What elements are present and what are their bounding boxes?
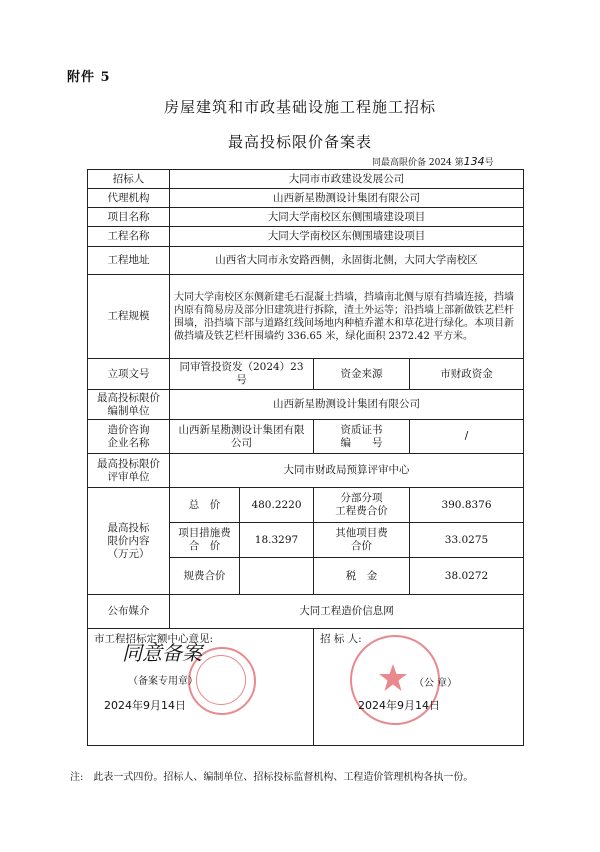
- address-value: 山西省大同市永安路西侧，永固街北侧，大同大学南校区: [170, 247, 524, 275]
- reviewer-label: [88, 454, 170, 488]
- cert-label-line2: 编 号: [340, 436, 383, 449]
- other-cost-value: 33.0275: [410, 523, 524, 558]
- consult-label-line1: 造价咨询: [107, 423, 150, 436]
- measure-cost-label-line1: 项目措施费: [178, 527, 231, 539]
- row-address: [88, 247, 524, 275]
- price-label-line3: （万元）: [107, 547, 150, 560]
- project-name-label: 项目名称: [88, 208, 170, 227]
- other-cost-label: [314, 523, 410, 558]
- cert-label-line1: 资质证书: [340, 423, 383, 436]
- price-label-line2: 限价内容: [107, 534, 150, 547]
- fee-label: 规费合价: [170, 558, 240, 595]
- row-scope: [88, 275, 524, 359]
- record-number-value: 134: [463, 155, 485, 168]
- row-work-name: [88, 227, 524, 247]
- price-label-line1: 最高投标: [107, 521, 150, 534]
- compiler-label: [88, 390, 170, 420]
- fee-value: [240, 558, 314, 595]
- row-compiler: [88, 390, 524, 420]
- footnote: 注: 此表一式四份。招标人、编制单位、招标投标监督机构、工程造价管理机构各执一份。: [70, 772, 474, 783]
- row-tenderer: [88, 170, 524, 189]
- record-seal-text: （备案专用章）: [128, 676, 198, 687]
- tenderer-label: 招标人: [88, 170, 170, 189]
- media-label: 公布媒介: [88, 595, 170, 629]
- record-number-suffix: 号: [484, 158, 494, 168]
- center-date: 2024年9月14日: [104, 699, 186, 712]
- cert-value: /: [410, 420, 524, 454]
- row-signoff: [88, 629, 524, 746]
- total-price-label: 总 价: [170, 488, 240, 523]
- row-approval: [88, 359, 524, 390]
- consult-label: [88, 420, 170, 454]
- work-name-label: 工程名称: [88, 227, 170, 247]
- project-name-value: 大同大学南校区东侧围墙建设项目: [170, 208, 524, 227]
- attachment-label: 附件 5: [67, 70, 111, 85]
- row-agency: [88, 189, 524, 208]
- row-consult: [88, 420, 524, 454]
- seal-star-icon: [378, 663, 408, 693]
- record-number: [372, 155, 494, 168]
- measure-cost-value: 18.3297: [240, 523, 314, 558]
- other-cost-label-line1: 其他项目费: [335, 527, 388, 539]
- measure-cost-label-line2: 合 价: [188, 540, 221, 552]
- record-number-prefix: 同最高限价备 2024 第: [372, 158, 464, 168]
- compiler-label-line2: 编制单位: [107, 404, 150, 417]
- document-title-line2: 最高投标限价备案表: [227, 133, 372, 151]
- tenderer-sign-cell: [314, 629, 524, 746]
- subitem-cost-label-line1: 分部分项: [340, 492, 383, 504]
- scope-label: 工程规模: [88, 275, 170, 359]
- consult-label-line2: 企业名称: [107, 436, 150, 449]
- row-price-total: [88, 488, 524, 523]
- center-opinion-label: 市工程招标定额中心意见:: [94, 633, 214, 645]
- document-title-line1: 房屋建筑和市政基础设施工程施工招标: [163, 98, 436, 116]
- approval-value: 同审管投资发（2024）23 号: [170, 359, 314, 390]
- tenderer-value: 大同市市政建设发展公司: [170, 170, 524, 189]
- approval-label: 立项文号: [88, 359, 170, 390]
- other-cost-label-line2: 合价: [351, 540, 372, 552]
- handwritten-approval: 同意备案: [122, 641, 202, 665]
- row-media: [88, 595, 524, 629]
- tax-label: 税 金: [314, 558, 410, 595]
- official-seal-text: （公 章）: [414, 678, 458, 689]
- center-opinion-cell: [88, 629, 314, 746]
- total-price-value: 480.2220: [240, 488, 314, 523]
- reviewer-value: 大同市财政局预算评审中心: [170, 454, 524, 488]
- work-name-value: 大同大学南校区东侧围墙建设项目: [170, 227, 524, 247]
- cert-label: [314, 420, 410, 454]
- scope-value: 大同大学南校区东侧新建毛石混凝土挡墙，挡墙南北侧与原有挡墙连接，挡墙内原有简易房及部分旧建筑进行拆除，渣土外运等；沿挡墙上部新做铁艺栏杆围墙，沿挡墙下部与道路红线间场地内种植乔灌木和草花进行绿化。本项目新做挡墙及铁艺栏杆围墙约 336.65 米，绿化面积 2372.42 平方米。: [170, 275, 524, 359]
- row-reviewer: [88, 454, 524, 488]
- media-value: 大同工程造价信息网: [170, 595, 524, 629]
- address-label: 工程地址: [88, 247, 170, 275]
- tenderer-sign-label: 招 标 人:: [320, 633, 362, 645]
- measure-cost-label: [170, 523, 240, 558]
- compiler-label-line1: 最高投标限价: [97, 391, 160, 404]
- tenderer-date: 2024年9月14日: [358, 699, 440, 712]
- fund-source-value: 市财政资金: [410, 359, 524, 390]
- fund-source-label: 资金来源: [314, 359, 410, 390]
- reviewer-label-line2: 评审单位: [107, 470, 150, 483]
- subitem-cost-label: [314, 488, 410, 523]
- tax-value: 38.0272: [410, 558, 524, 595]
- price-label: [88, 488, 170, 595]
- subitem-cost-label-line2: 工程费合价: [335, 505, 388, 517]
- subitem-cost-value: 390.8376: [410, 488, 524, 523]
- agency-label: 代理机构: [88, 189, 170, 208]
- consult-value-line2: 公司: [231, 436, 252, 449]
- agency-value: 山西新星勘测设计集团有限公司: [170, 189, 524, 208]
- reviewer-label-line1: 最高投标限价: [97, 457, 160, 470]
- consult-value: [170, 420, 314, 454]
- filing-table: [87, 169, 524, 746]
- row-project-name: [88, 208, 524, 227]
- center-seal-inner-ring: [196, 655, 246, 705]
- consult-value-line1: 山西新星勘测设计集团有限: [178, 423, 305, 436]
- compiler-value: 山西新星勘测设计集团有限公司: [170, 390, 524, 420]
